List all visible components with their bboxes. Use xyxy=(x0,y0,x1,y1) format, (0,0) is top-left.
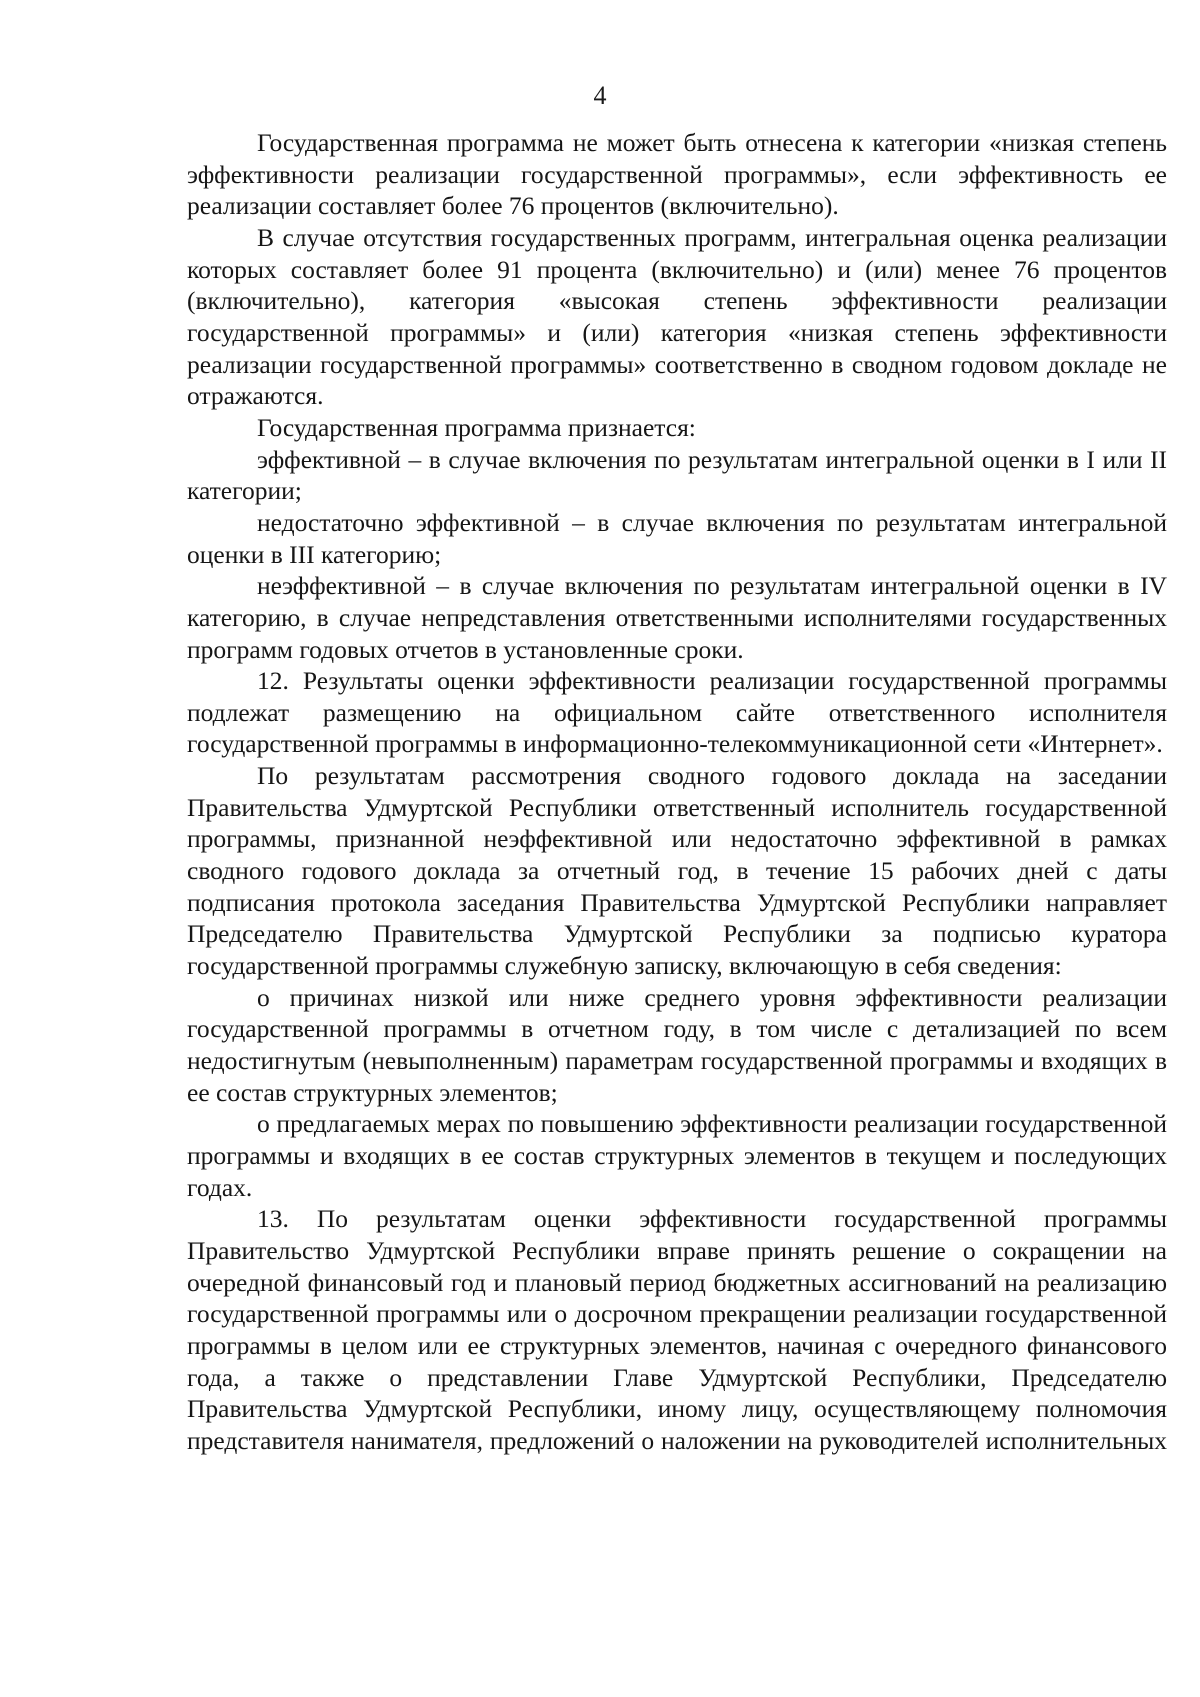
paragraph-proposed-measures: о предлагаемых мерах по повышению эффективности реализации государственной программы и входящих в ее состав структурных элементов в текущем и последующих годах. xyxy=(187,1109,1167,1202)
paragraph-insufficiently-effective: недостаточно эффективной – в случае включения по результатам интегральной оценки в III категорию; xyxy=(187,507,1167,569)
page-number: 4 xyxy=(593,81,607,110)
paragraph-item-13: 13. По результатам оценки эффективности государственной программы Правительство Удмуртской Республики вправе принять решение о сокращении на очередной финансовый год и плановый период бюджетных ассигнований на реализацию государственной программы или о досрочном прекращении реализации государственной программы в целом или ее структурных элементов, начиная с очередного финансового года, а также о представлении Главе Удмуртской Республики, Председателю Правительства Удмуртской Республики, иному лицу, осуществляющему полномочия представителя нанимателя, предложений о наложении на руководителей исполнительных xyxy=(187,1204,1167,1455)
paragraph-effective: эффективной – в случае включения по результатам интегральной оценки в I или II категории; xyxy=(187,444,1167,506)
paragraph-reasons: о причинах низкой или ниже среднего уровня эффективности реализации государственной программы в отчетном году, в том числе с детализацией по всем недостигнутым (невыполненным) параметрам государственной программы и входящих в ее состав структурных элементов; xyxy=(187,982,1167,1107)
paragraph-low-efficiency-threshold: Государственная программа не может быть отнесена к категории «низкая степень эффективности реализации государственной программы», если эффективность ее реализации составляет более 76 процентов (включительно). xyxy=(187,128,1167,221)
paragraph-recognition-intro: Государственная программа признается: xyxy=(257,412,696,442)
paragraph-item-12: 12. Результаты оценки эффективности реализации государственной программы подлежат размещению на официальном сайте ответственного исполнителя государственной программы в информационно-телекоммуникационной сети «Интернет». xyxy=(187,666,1167,759)
document-body xyxy=(187,127,1167,1457)
paragraph-review-results: По результатам рассмотрения сводного годового доклада на заседании Правительства Удмуртской Республики ответственный исполнитель государственной программы, признанной неэффективной или недостаточно эффективной в рамках сводного годового доклада за отчетный год, в течение 15 рабочих дней с даты подписания протокола заседания Правительства Удмуртской Республики направляет Председателю Правительства Удмуртской Республики за подписью куратора государственной программы служебную записку, включающую в себя сведения: xyxy=(187,761,1167,981)
paragraph-ineffective: неэффективной – в случае включения по результатам интегральной оценки в IV категорию, в случае непредставления ответственными исполнителями государственных программ годовых отчетов в установленные сроки. xyxy=(187,571,1167,664)
paragraph-missing-categories: В случае отсутствия государственных программ, интегральная оценка реализации которых составляет более 91 процента (включительно) и (или) менее 76 процентов (включительно), категория «высокая степень эффективности реализации государственной программы» и (или) категория «низкая степень эффективности реализации государственной программы» соответственно в сводном годовом докладе не отражаются. xyxy=(187,222,1167,411)
